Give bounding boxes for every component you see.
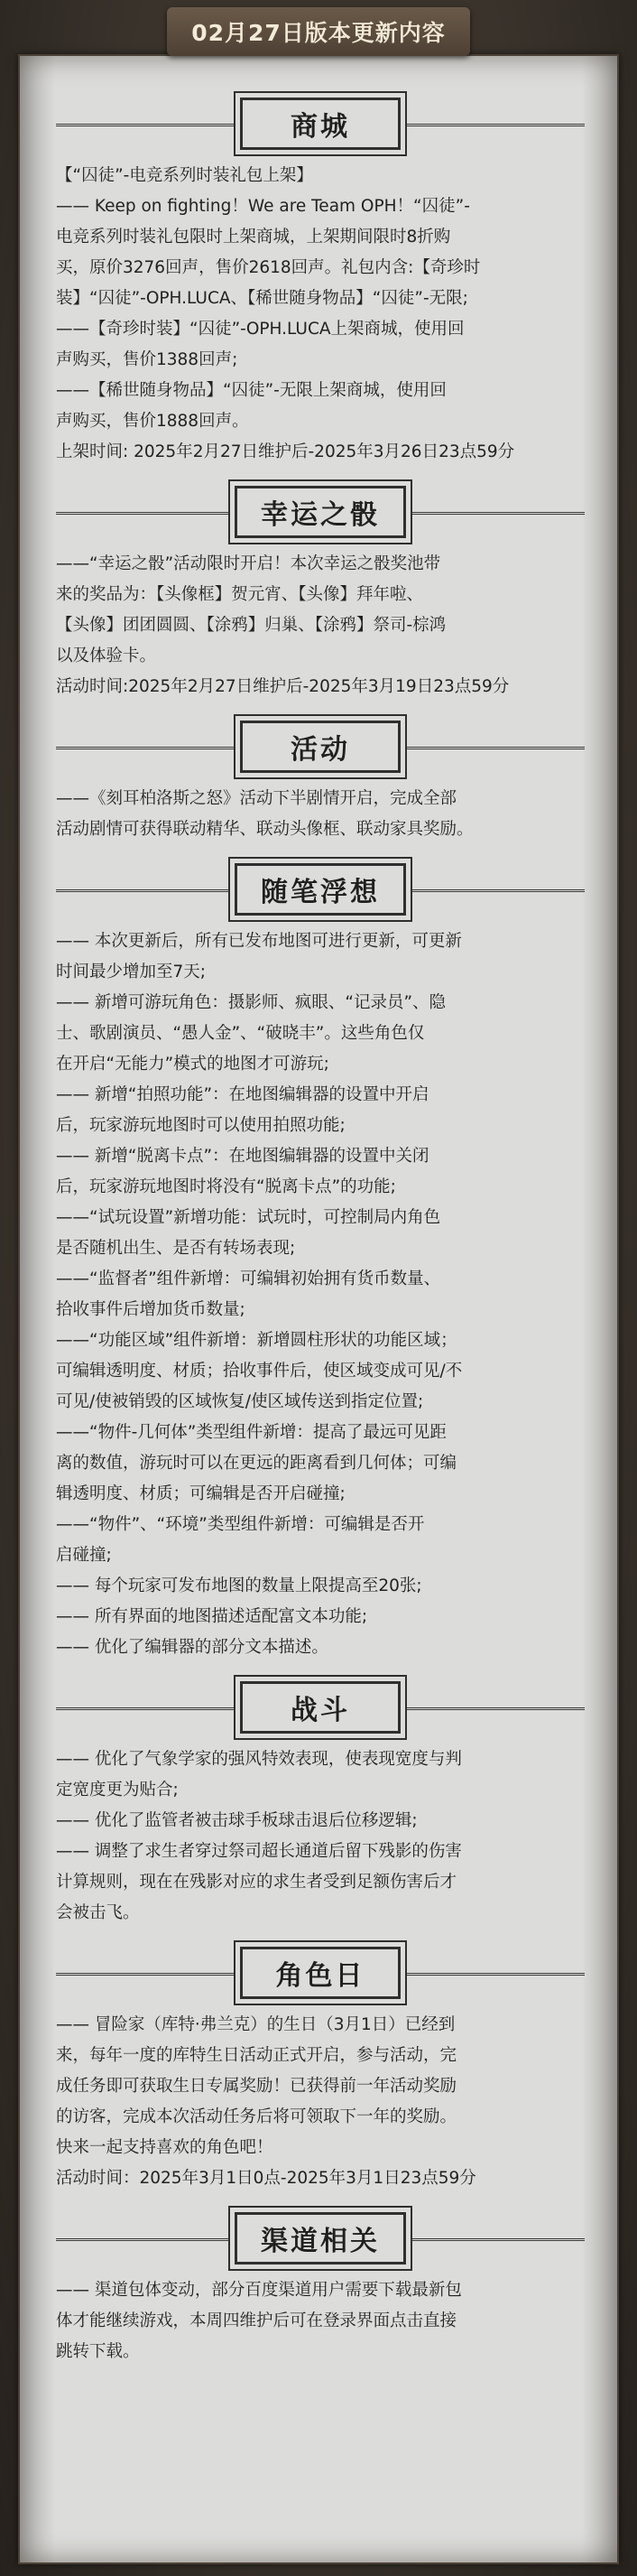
page-title: 02月27日版本更新内容 bbox=[191, 20, 446, 46]
section-title bbox=[56, 858, 585, 921]
body-line: —— 冒险家（库特·弗兰克）的生日（3月1日）已经到 bbox=[56, 2015, 456, 2034]
body-line: 声购买，售价1888回声。 bbox=[56, 412, 249, 431]
body-line: 快来一起支持喜欢的角色吧！ bbox=[56, 2138, 273, 2157]
body-line: 装】“囚徒”-OPH.LUCA、【稀世随身物品】“囚徒”-无限; bbox=[56, 289, 468, 308]
section-body bbox=[56, 549, 585, 702]
body-line: 【头像】团团圆圆、【涂鸦】归巢、【涂鸦】祭司-棕鸿 bbox=[56, 616, 447, 635]
body-line: 拾收事件后增加货币数量; bbox=[56, 1300, 245, 1319]
section-heading: 活动 bbox=[240, 721, 401, 773]
body-line: 成任务即可获取生日专属奖励！已获得前一年活动奖励 bbox=[56, 2077, 457, 2096]
section-body bbox=[56, 2010, 585, 2194]
section-heading: 商城 bbox=[240, 98, 401, 150]
body-line: 来的奖品为：【头像框】贺元宵、【头像】拜年啦、 bbox=[56, 585, 424, 604]
body-line: 活动时间：2025年3月1日0点-2025年3月1日23点59分 bbox=[56, 2169, 476, 2188]
body-line: 来，每年一度的库特生日活动正式开启，参与活动，完 bbox=[56, 2046, 457, 2065]
body-line: 后，玩家游玩地图时将没有“脱离卡点”的功能; bbox=[56, 1177, 396, 1196]
body-line: 可见/使被销毁的区域恢复/使区域传送到指定位置; bbox=[56, 1392, 424, 1411]
section bbox=[56, 858, 585, 1663]
notice-paper bbox=[18, 54, 619, 2564]
body-line: 电竞系列时装礼包限时上架商城，上架期间限时8折购 bbox=[56, 228, 451, 246]
body-line: 辑透明度、材质；可编辑是否开启碰撞; bbox=[56, 1484, 346, 1503]
body-line: 启碰撞; bbox=[56, 1546, 112, 1565]
section-heading: 随笔浮想 bbox=[235, 863, 406, 916]
body-line: 时间最少增加至7天; bbox=[56, 963, 207, 981]
body-line: ——“监督者”组件新增：可编辑初始拥有货币数量、 bbox=[56, 1269, 441, 1288]
section-heading: 渠道相关 bbox=[235, 2212, 406, 2264]
body-line: —— 新增“脱离卡点”：在地图编辑器的设置中关闭 bbox=[56, 1147, 429, 1166]
section-title bbox=[56, 715, 585, 778]
body-line: —— 渠道包体变动，部分百度渠道用户需要下载最新包 bbox=[56, 2281, 462, 2300]
section-heading: 幸运之骰 bbox=[235, 486, 406, 538]
section bbox=[56, 480, 585, 702]
body-line: 士、歌剧演员、“愚人金”、“破晓丰”。这些角色仅 bbox=[56, 1024, 425, 1043]
section-title bbox=[56, 92, 585, 155]
body-line: ——“功能区域”组件新增：新增圆柱形状的功能区域； bbox=[56, 1331, 457, 1350]
body-line: ——“物件”、“环境”类型组件新增：可编辑是否开 bbox=[56, 1515, 425, 1534]
header-tab bbox=[167, 7, 470, 56]
body-line: —— 优化了编辑器的部分文本描述。 bbox=[56, 1638, 328, 1657]
body-line: ——【稀世随身物品】“囚徒”-无限上架商城，使用回 bbox=[56, 381, 447, 400]
body-line: 【“囚徒”-电竞系列时装礼包上架】 bbox=[56, 166, 313, 185]
body-line: 活动剧情可获得联动精华、联动头像框、联动家具奖励。 bbox=[56, 820, 474, 839]
body-line: 在开启“无能力”模式的地图才可游玩; bbox=[56, 1055, 329, 1074]
section bbox=[56, 2207, 585, 2367]
body-line: 是否随机出生、是否有转场表现; bbox=[56, 1239, 296, 1258]
section bbox=[56, 1676, 585, 1929]
body-line: 声购买，售价1388回声; bbox=[56, 350, 238, 369]
section-heading: 战斗 bbox=[240, 1681, 401, 1734]
body-line: —— 优化了气象学家的强风特效表现，使表现宽度与判 bbox=[56, 1750, 462, 1769]
body-line: 上架时间: 2025年2月27日维护后-2025年3月26日23点59分 bbox=[56, 442, 515, 461]
body-line: 跳转下载。 bbox=[56, 2342, 140, 2361]
body-line: —— 每个玩家可发布地图的数量上限提高至20张; bbox=[56, 1576, 422, 1595]
body-line: ——“物件-几何体”类型组件新增：提高了最远可见距 bbox=[56, 1423, 447, 1442]
body-line: —— 新增可游玩角色：摄影师、疯眼、“记录员”、隐 bbox=[56, 993, 447, 1012]
section-title bbox=[56, 1941, 585, 2004]
body-line: 的访客，完成本次活动任务后将可领取下一年的奖励。 bbox=[56, 2107, 457, 2126]
body-line: 离的数值，游玩时可以在更远的距离看到几何体；可编 bbox=[56, 1454, 457, 1473]
body-line: 体才能继续游戏，本周四维护后可在登录界面点击直接 bbox=[56, 2311, 457, 2330]
body-line: —— 新增“拍照功能”：在地图编辑器的设置中开启 bbox=[56, 1085, 429, 1104]
section-body bbox=[56, 2275, 585, 2367]
section-title bbox=[56, 2207, 585, 2270]
section-title bbox=[56, 480, 585, 544]
body-line: —— 本次更新后，所有已发布地图可进行更新，可更新 bbox=[56, 932, 462, 951]
body-line: 会被击飞。 bbox=[56, 1903, 140, 1922]
section-body bbox=[56, 1744, 585, 1929]
body-line: ——“试玩设置”新增功能：试玩时，可控制局内角色 bbox=[56, 1208, 441, 1227]
body-line: 买，原价3276回声，售价2618回声。礼包内含:【奇珍时 bbox=[56, 258, 481, 277]
body-line: —— 优化了监管者被击球手板球击退后位移逻辑; bbox=[56, 1811, 418, 1830]
body-line: ——【奇珍时装】“囚徒”-OPH.LUCA上架商城，使用回 bbox=[56, 320, 465, 339]
section-body bbox=[56, 926, 585, 1663]
body-line: —— Keep on fighting！We are Team OPH！“囚徒”- bbox=[56, 197, 470, 216]
body-line: 后，玩家游玩地图时可以使用拍照功能; bbox=[56, 1116, 346, 1135]
body-line: 活动时间:2025年2月27日维护后-2025年3月19日23点59分 bbox=[56, 677, 510, 696]
body-line: —— 调整了求生者穿过祭司超长通道后留下残影的伤害 bbox=[56, 1842, 462, 1861]
body-line: ——《刻耳柏洛斯之怒》活动下半剧情开启，完成全部 bbox=[56, 789, 457, 808]
body-line: 定宽度更为贴合; bbox=[56, 1781, 179, 1799]
section bbox=[56, 715, 585, 845]
section-body bbox=[56, 161, 585, 468]
section-heading: 角色日 bbox=[240, 1947, 401, 1999]
section bbox=[56, 92, 585, 468]
body-line: —— 所有界面的地图描述适配富文本功能; bbox=[56, 1607, 368, 1626]
section bbox=[56, 1941, 585, 2194]
notice-content bbox=[56, 79, 585, 2367]
body-line: 计算规则，现在在残影对应的求生者受到足额伤害后才 bbox=[56, 1873, 457, 1892]
section-body bbox=[56, 784, 585, 845]
section-title bbox=[56, 1676, 585, 1739]
body-line: 以及体验卡。 bbox=[56, 646, 157, 665]
body-line: 可编辑透明度、材质；拾收事件后，使区域变成可见/不 bbox=[56, 1362, 463, 1381]
body-line: ——“幸运之骰”活动限时开启！本次幸运之骰奖池带 bbox=[56, 554, 441, 573]
